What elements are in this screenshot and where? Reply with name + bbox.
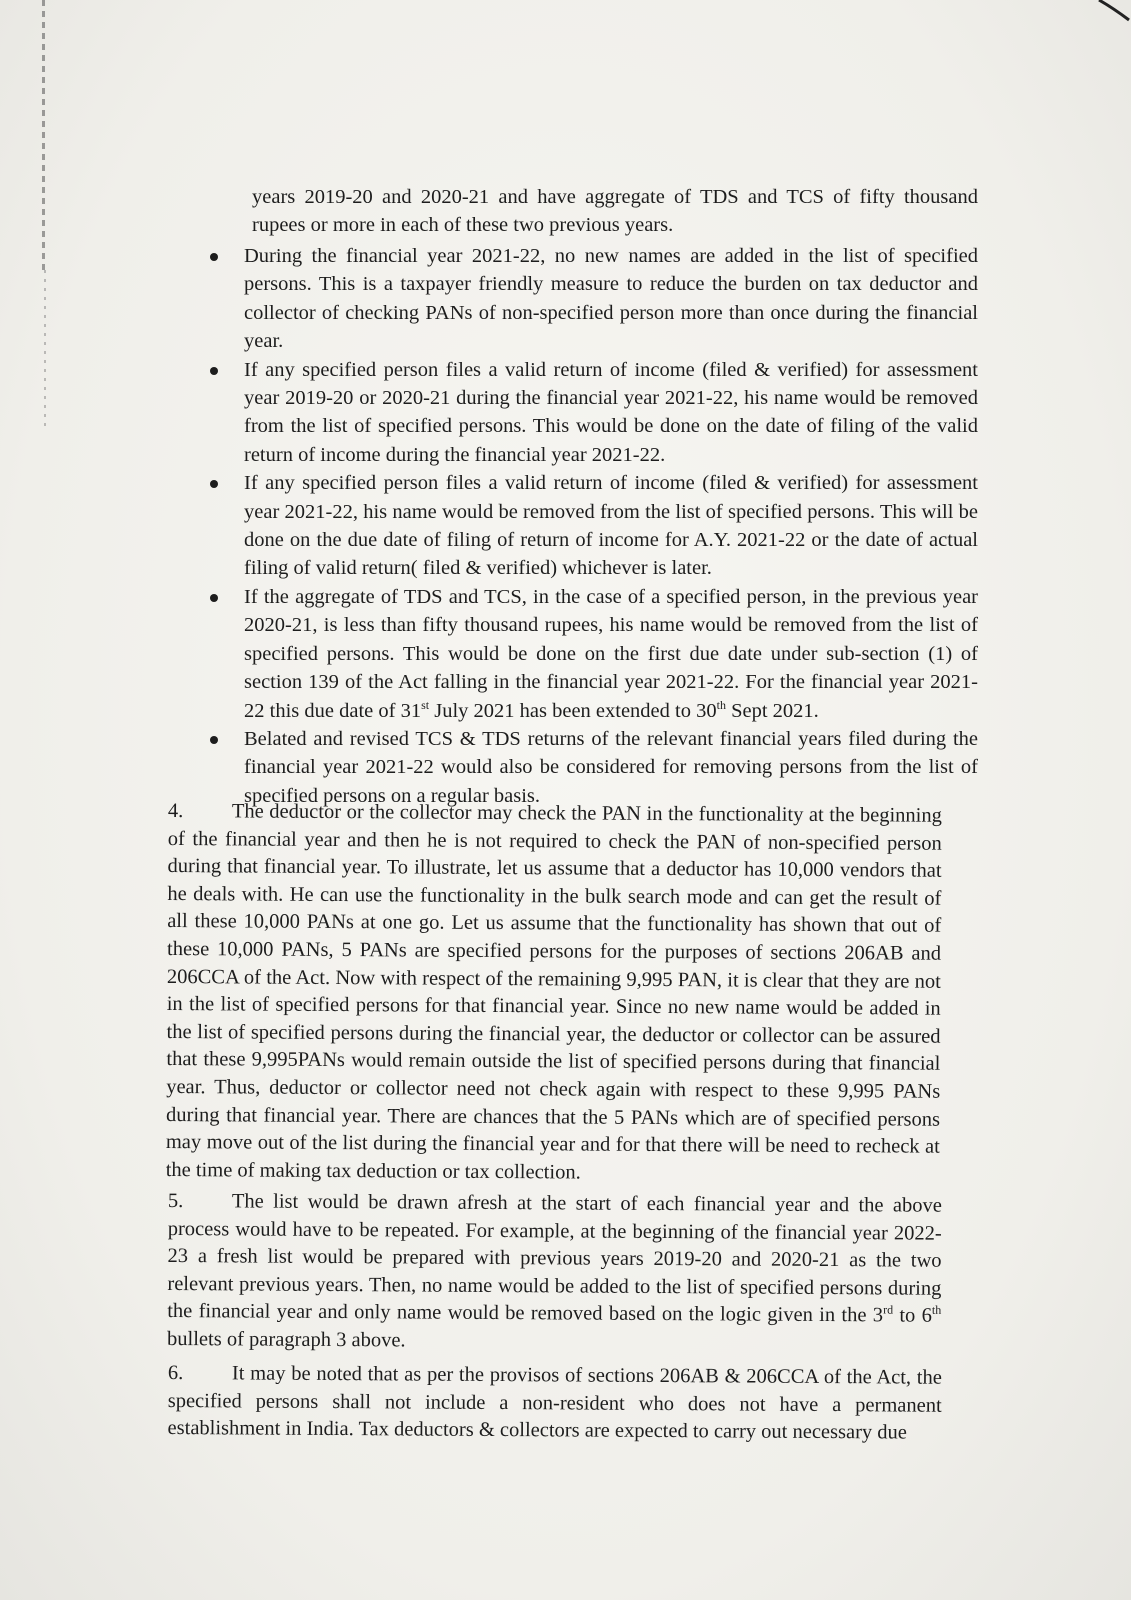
bullet-list [210,242,978,810]
binding-edge-mark-lower [44,270,46,430]
continuation-text: years 2019-20 and 2020-21 and have aggregate of TDS and TCS of fifty thousand rupees or more in each of these two previous years. [252,186,978,237]
bullet-icon [210,594,218,602]
list-item: If the aggregate of TDS and TCS, in the case of a specified person, in the previous year 2020-21, is less than fifty thousand rupees, his name would be removed from the list of specified persons. This would be done on the first due date under sub-section (1) of section 139 of the Act falling in the financial year 2021-22. For the financial year 2021-22 this due date of 31st July 2021 has been extended to 30th Sept 2021. [210,583,978,725]
paragraph-text: It may be noted that as per the provisos of sections 206AB & 206CCA of the Act, the specified persons shall not include a non-resident who does not have a permanent establishment in India. Tax deductors & collectors are expected to carry out necessary due [167,1362,942,1444]
bullet-icon [210,480,218,488]
list-item: If any specified person files a valid return of income (filed & verified) for assessment year 2019-20 or 2020-21 during the financial year 2021-22, his name would be removed from the list of specified persons. This would be done on the date of filing of the valid return of income during the financial year 2021-22. [210,356,978,470]
paragraph-5: 5. The list would be drawn afresh at the start of each financial year and the above process would have to be repeated. For example, at the beginning of the financial year 2022-23 a fresh list would be prepared with previous years 2019-20 and 2020-21 as the two relevant previous years. Then, no name would be added to the list of specified persons during the financial year and only name would be removed based on the logic given in the 3rd to 6th bullets of paragraph 3 above. [167,1190,942,1352]
paragraph-text: The deductor or the collector may check the PAN in the functionality at the beginning of the financial year and then he is not required to check the PAN of non-specified person during that financial year. To illustrate, let us assume that a deductor has 10,000 vendors that he deals with. He can use the functionality in the bulk search mode and can get the result of all these 10,000 PANs at one go. Let us assume that the functionality has shown that out of these 10,000 PANs, 5 PANs are specified persons for the purposes of sections 206AB and 206CCA of the Act. Now with respect of the remaining 9,995 PAN, it is clear that they are not in the list of specified persons for that financial year. Since no new name would be added in the list of specified persons during the financial year, the deductor or collector can be assured that these 9,995PANs would remain outside the list of specified persons during that financial year. Thus, deductor or collector need not check again with respect to these 9,995 PANs during that financial year. There are chances that the 5 PANs which are of specified persons may move out of the list during the financial year and for that there will be need to recheck at the time of making tax deduction or tax collection. [165,800,942,1184]
paragraph-6 [167,1360,941,1448]
bullet-icon [210,367,218,375]
paragraph-number: 5. [167,1190,184,1213]
bullet-icon [210,736,218,744]
paragraph-4 [166,798,942,1189]
bullet-icon [210,253,218,261]
list-item: During the financial year 2021-22, no new names are added in the list of specified persons. This is a taxpayer friendly measure to reduce the burden on tax deductor and collector of checking PANs of non-specified person more than once during the financial year. [210,242,978,356]
paragraph-number: 4. [167,799,184,823]
list-item: If any specified person files a valid return of income (filed & verified) for assessment year 2021-22, his name would be removed from the list of specified persons. This will be done on the due date of filing of return of income for A.Y. 2021-22 or the date of actual filing of valid return( filed & verified) whichever is later. [210,469,978,583]
paragraph-number: 6. [167,1362,184,1385]
binding-edge-mark [42,0,45,270]
corner-fold-mark [1061,0,1131,30]
list-item: Belated and revised TCS & TDS returns of the relevant financial years filed during the financial year 2021-22 would also be considered for removing persons from the list of specified persons on a regular basis. [210,725,978,810]
